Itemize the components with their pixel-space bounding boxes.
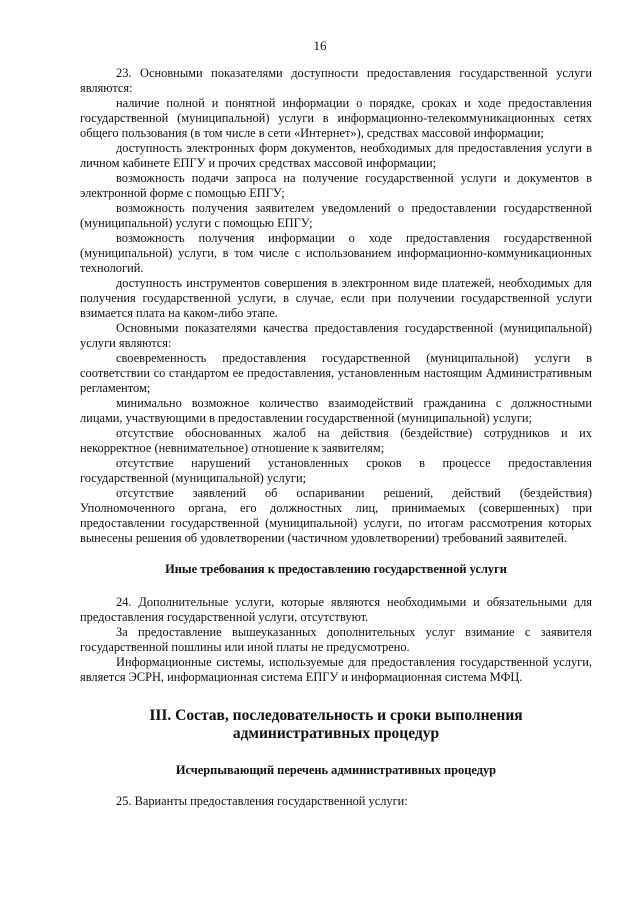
paragraph: возможность подачи запроса на получение государственной услуги и документов в электронной форме с помощью ЕПГУ; — [80, 171, 592, 200]
section-administrative-procedures — [80, 707, 592, 809]
paragraph: наличие полной и понятной информации о порядке, сроках и ходе предоставления государственной (муниципальной) услуги в информационно-телекоммуникационных сетях общего пользования (в том числе в сети «Интернет»), средствах массовой информации; — [80, 96, 592, 140]
document-body — [80, 66, 592, 809]
paragraph: своевременность предоставления государственной (муниципальной) услуги в соответствии со стандартом ее предоставления, установленным настоящим Административным регламентом; — [80, 351, 592, 395]
section-subheading: Исчерпывающий перечень административных процедур — [175, 763, 497, 777]
section-other-requirements — [80, 562, 592, 685]
paragraph: доступность инструментов совершения в электронном виде платежей, необходимых для получения государственной услуги, в случае, если при получении государственной услуги взимается плата на каком-либо этапе. — [80, 276, 592, 320]
paragraph: 23. Основными показателями доступности предоставления государственной услуги являются: — [80, 66, 592, 95]
section-accessibility-indicators — [80, 66, 592, 546]
paragraph: Основными показателями качества предоставления государственной (муниципальной) услуги являются: — [80, 321, 592, 350]
paragraph: За предоставление вышеуказанных дополнительных услуг взимание с заявителя государственной пошлины или иной платы не предусмотрено. — [80, 625, 592, 654]
paragraph: Информационные системы, используемые для предоставления государственной услуги, является ЭСРН, информационная система ЕПГУ и информационная система МФЦ. — [80, 655, 592, 684]
paragraph: возможность получения информации о ходе предоставления государственной (муниципальной) услуги, в том числе с использованием информационно-коммуникационных технологий. — [80, 231, 592, 275]
paragraph: отсутствие заявлений об оспаривании решений, действий (бездействия) Уполномоченного органа, его должностных лиц, принимаемых (совершенных) при предоставлении государственной (муниципальной) услуги, по итогам рассмотрения которых вынесены решения об удовлетворении (частичном удовлетворении) требований заявителей. — [80, 486, 592, 545]
paragraph: минимально возможное количество взаимодействий гражданина с должностными лицами, участвующими в предоставлении государственной (муниципальной) услуги; — [80, 396, 592, 425]
paragraph: 24. Дополнительные услуги, которые являются необходимыми и обязательными для предоставления государственной услуги, отсутствуют. — [80, 595, 592, 624]
page-number: 16 — [313, 38, 327, 53]
paragraph: 25. Варианты предоставления государственной услуги: — [116, 794, 408, 808]
chapter-heading-line-1: III. Состав, последовательность и сроки выполнения — [149, 707, 523, 724]
paragraph: доступность электронных форм документов, необходимых для предоставления услуги в личном кабинете ЕПГУ и прочих средствах массовой информации; — [80, 141, 592, 170]
chapter-heading-line-2: административных процедур — [232, 725, 440, 742]
paragraph: отсутствие обоснованных жалоб на действия (бездействие) сотрудников и их некорректное (невнимательное) отношение к заявителям; — [80, 426, 592, 455]
paragraph: отсутствие нарушений установленных сроков в процессе предоставления государственной (муниципальной) услуги; — [80, 456, 592, 485]
section-heading: Иные требования к предоставлению государственной услуги — [165, 562, 507, 576]
paragraph: возможность получения заявителем уведомлений о предоставлении государственной (муниципальной) услуги с помощью ЕПГУ; — [80, 201, 592, 230]
